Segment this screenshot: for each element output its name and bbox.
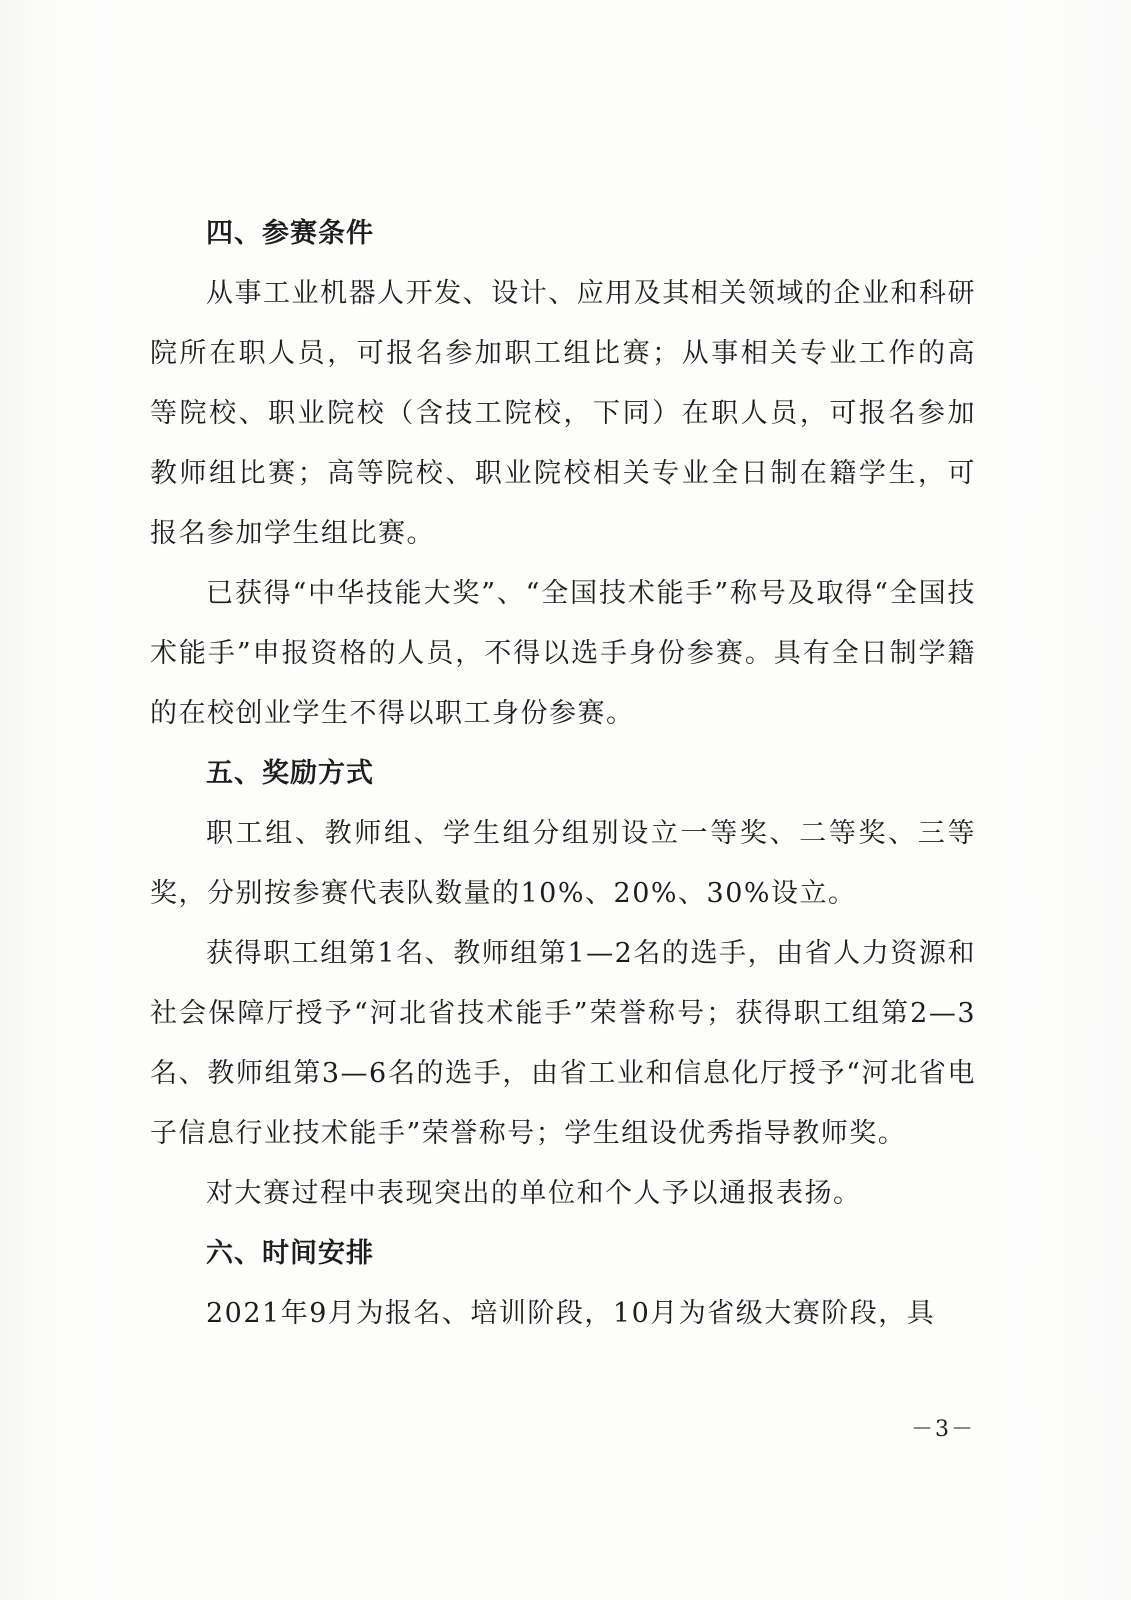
paragraph-schedule: 2021年9月为报名、培训阶段，10月为省级大赛阶段，具 [206, 1298, 936, 1329]
paragraph-award-levels: 职工组、教师组、学生组分组别设立一等奖、二等奖、三等奖，分别按参赛代表队数量的10%、20%、30%设立。 [150, 818, 976, 909]
section-heading-schedule: 六、时间安排 [206, 1238, 374, 1269]
paragraph-restrictions: 已获得“中华技能大奖”、“全国技术能手”称号及取得“全国技术能手”申报资格的人员，不得以选手身份参赛。具有全日制学籍的在校创业学生不得以职工身份参赛。 [150, 578, 976, 729]
section-heading-participation: 四、参赛条件 [206, 218, 374, 249]
document-body [150, 204, 976, 1344]
paragraph-honors: 获得职工组第1名、教师组第1—2名的选手，由省人力资源和社会保障厅授予“河北省技术能手”荣誉称号；获得职工组第2—3名、教师组第3—6名的选手，由省工业和信息化厅授予“河北省电子信息行业技术能手”荣誉称号；学生组设优秀指导教师奖。 [150, 938, 976, 1149]
paragraph-eligibility: 从事工业机器人开发、设计、应用及其相关领域的企业和科研院所在职人员，可报名参加职工组比赛；从事相关专业工作的高等院校、职业院校（含技工院校，下同）在职人员，可报名参加教师组比赛；高等院校、职业院校相关专业全日制在籍学生，可报名参加学生组比赛。 [150, 278, 976, 549]
section-heading-awards: 五、奖励方式 [206, 758, 374, 789]
page-number: －3－ [911, 1417, 975, 1442]
paragraph-commendation: 对大赛过程中表现突出的单位和个人予以通报表扬。 [206, 1178, 862, 1209]
